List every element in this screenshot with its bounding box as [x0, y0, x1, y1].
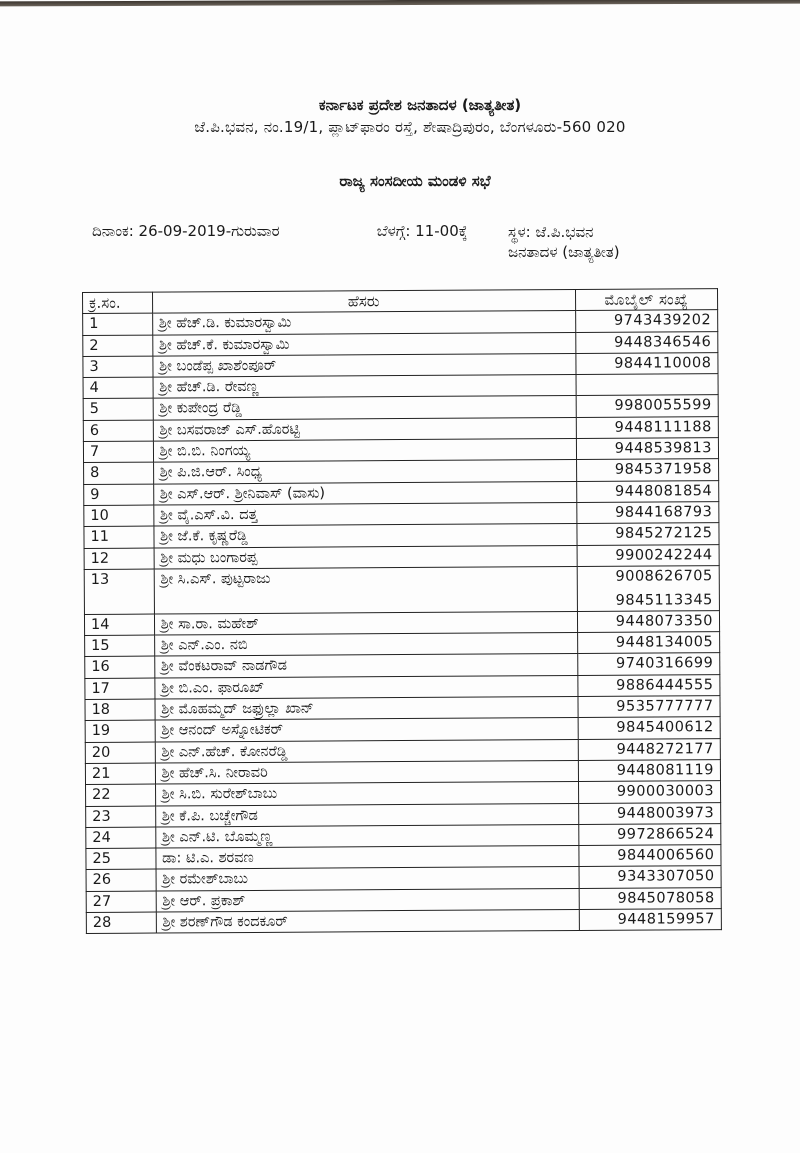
member-name: ಶ್ರೀ ಹೆಚ್.ಕೆ. ಕುಮಾರಸ್ವಾಮಿ	[152, 332, 575, 356]
serial-number: 17	[85, 678, 155, 700]
column-header-mobile: ಮೊಬೈಲ್ ಸಂಖ್ಯೆ	[575, 289, 717, 311]
column-header-serial: ಕ್ರ.ಸಂ.	[83, 292, 153, 314]
serial-number: 28	[86, 912, 156, 934]
member-name: ಶ್ರೀ ಜೆ.ಕೆ. ಕೃಷ್ಣರೆಡ್ಡಿ	[154, 524, 577, 548]
members-table	[82, 288, 722, 934]
serial-number: 12	[84, 548, 154, 570]
member-name: ಶ್ರೀ ಮೊಹಮ್ಮದ್ ಜಫ್ರುಲ್ಲಾ ಖಾನ್	[155, 697, 578, 721]
table-row	[84, 565, 719, 614]
member-name: ಶ್ರೀ ಬಿ.ಬಿ. ನಿಂಗಯ್ಯ	[153, 439, 576, 463]
mobile-number: 9448346546	[614, 333, 712, 351]
member-name: ಡಾ: ಟಿ.ಎ. ಶರವಣ	[156, 846, 579, 870]
member-name: ಶ್ರೀ ಎಸ್.ಆರ್. ಶ್ರೀನಿವಾಸ್ (ವಾಸು)	[153, 481, 576, 505]
meeting-date: ದಿನಾಂಕ: 26-09-2019-ಗುರುವಾರ	[92, 222, 280, 240]
member-name: ಶ್ರೀ ಕೆ.ಪಿ. ಬಚ್ಚೇಗೌಡ	[155, 803, 578, 827]
mobile-number-cell	[577, 523, 719, 545]
serial-number: 10	[84, 505, 154, 527]
mobile-number-cell	[577, 632, 719, 654]
mobile-number-cell	[575, 310, 717, 332]
mobile-number: 9448081854	[614, 482, 713, 500]
serial-number: 15	[85, 635, 155, 657]
serial-number: 6	[83, 420, 153, 442]
mobile-number-cell	[578, 738, 720, 760]
mobile-number: 9535777777	[616, 698, 714, 715]
serial-number: 18	[85, 699, 155, 721]
serial-number: 2	[83, 335, 153, 357]
mobile-number-cell	[576, 374, 718, 396]
mobile-number-cell	[575, 331, 717, 353]
member-name: ಶ್ರೀ ಬಂಡೆಪ್ಪ ಖಾಶೆಂಪೂರ್	[153, 353, 576, 377]
mobile-number: 9886444555	[616, 676, 714, 694]
mobile-number-cell	[576, 502, 718, 524]
mobile-number	[582, 374, 711, 375]
mobile-number: 9448539813	[614, 440, 713, 457]
mobile-number-cell	[576, 459, 718, 481]
serial-number: 4	[83, 377, 153, 399]
mobile-number: 9343307050	[617, 868, 715, 886]
meeting-info	[92, 222, 507, 240]
member-name: ಶ್ರೀ ಹೆಚ್.ಡಿ. ಕುಮಾರಸ್ವಾಮಿ	[152, 311, 575, 335]
serial-number: 26	[86, 869, 156, 891]
member-name: ಶ್ರೀ ಸಾ.ರಾ. ಮಹೇಶ್	[154, 611, 577, 635]
member-name: ಶ್ರೀ ಸಿ.ಬಿ. ಸುರೇಶ್‌ಬಾಬು	[155, 782, 578, 806]
table-row	[86, 909, 721, 934]
mobile-number-cell	[578, 717, 720, 739]
mobile-number: 9845272125	[615, 525, 713, 543]
member-name: ಶ್ರೀ ಬಿ.ಎಂ. ಫಾರೂಖ್	[155, 675, 578, 699]
meeting-time: ಬೆಳಗ್ಗೆ: 11-00ಕ್ಕೆ	[376, 222, 468, 240]
member-name: ಶ್ರೀ ವೈ.ಎಸ್.ವಿ. ದತ್ತ	[153, 502, 576, 526]
serial-number: 23	[86, 806, 156, 828]
venue-line-1: ಸ್ಥಳ: ಜೆ.ಪಿ.ಭವನ	[508, 223, 594, 241]
serial-number: 16	[85, 657, 155, 679]
member-name: ಶ್ರೀ ರಮೇಶ್‌ಬಾಬು	[156, 867, 579, 891]
member-name: ಶ್ರೀ ಹೆಚ್.ಡಿ. ರೇವಣ್ಣ	[153, 375, 576, 399]
mobile-number: 9845371958	[614, 461, 713, 479]
meeting-title: ರಾಜ್ಯ ಸಂಸದೀಯ ಮಂಡಳಿ ಸಭೆ	[339, 172, 491, 190]
serial-number: 3	[83, 356, 153, 378]
mobile-number: 9980055599	[614, 397, 712, 415]
mobile-number-cell	[576, 438, 718, 460]
mobile-number: 9743439202	[613, 312, 712, 330]
mobile-number-cell	[578, 823, 720, 845]
column-header-name: ಹೆಸರು	[152, 289, 575, 313]
mobile-number: 9845078058	[617, 889, 715, 907]
member-name: ಶ್ರೀ ಎನ್.ಎಂ. ನಬಿ	[154, 633, 577, 657]
serial-number: 19	[85, 720, 155, 742]
mobile-number: 9448081119	[616, 762, 714, 779]
mobile-number: 9844006560	[617, 847, 715, 864]
paper-top-edge	[0, 0, 800, 6]
mobile-number: 9008626705	[615, 568, 713, 585]
mobile-number: 9448003973	[616, 804, 715, 822]
mobile-number-cell	[579, 845, 721, 867]
mobile-number-cell	[577, 544, 719, 566]
mobile-number-cell	[578, 781, 720, 803]
mobile-number-cell	[577, 565, 720, 611]
mobile-number: 9448134005	[615, 634, 714, 651]
serial-number: 24	[86, 827, 156, 849]
mobile-number: 9844110008	[614, 355, 712, 372]
mobile-number-cell	[576, 353, 718, 375]
mobile-number-cell	[578, 696, 720, 718]
mobile-number: 9972866524	[617, 825, 715, 843]
table-body	[83, 310, 722, 934]
mobile-number-cell	[576, 480, 718, 502]
member-name: ಶ್ರೀ ಮಧು ಬಂಗಾರಪ್ಪ	[154, 545, 577, 569]
serial-number: 1	[83, 313, 153, 335]
serial-number: 13	[84, 569, 154, 614]
mobile-number-cell	[577, 653, 719, 675]
meeting-venue	[508, 222, 620, 262]
mobile-number-cell	[576, 416, 718, 438]
mobile-number-cell	[579, 887, 721, 909]
mobile-number-cell	[577, 610, 719, 632]
member-name: ಶ್ರೀ ಕುಪೇಂದ್ರ ರೆಡ್ಡಿ	[153, 396, 576, 420]
member-name: ಶ್ರೀ ಆನಂದ್ ಅಸ್ನೋಟಿಕರ್	[155, 718, 578, 742]
serial-number: 14	[84, 614, 154, 636]
venue-line-2: ಜನತಾದಳ (ಜಾತ್ಯತೀತ)	[508, 243, 620, 261]
mobile-number: 9900030003	[616, 783, 715, 800]
serial-number: 7	[83, 441, 153, 463]
serial-number: 22	[86, 784, 156, 806]
mobile-number: 9448111188	[614, 418, 712, 436]
member-name: ಶ್ರೀ ಸಿ.ಎಸ್. ಪುಟ್ಟರಾಜು	[154, 566, 577, 614]
organization-address: ಜೆ.ಪಿ.ಭವನ, ನಂ.19/1, ಪ್ಲಾಟ್‌ಫಾರಂ ರಸ್ತೆ, ಶೇಷಾದ್ರಿಪುರಂ, ಬೆಂಗಳೂರು-560 020	[194, 118, 626, 136]
serial-number: 21	[85, 763, 155, 785]
serial-number: 11	[84, 526, 154, 548]
mobile-number: 9845400612	[616, 719, 714, 737]
serial-number: 9	[84, 484, 154, 506]
mobile-number: 9844168793	[615, 504, 713, 521]
serial-number: 25	[86, 848, 156, 870]
member-name: ಶ್ರೀ ಶರಣ್‌ಗೌಡ ಕಂದಕೂರ್	[156, 909, 579, 933]
serial-number: 20	[85, 742, 155, 764]
member-name: ಶ್ರೀ ಎನ್.ಟಿ. ಬೊಮ್ಮಣ್ಣ	[155, 824, 578, 848]
mobile-number-cell	[578, 802, 720, 824]
mobile-number-cell	[579, 909, 721, 931]
member-name: ಶ್ರೀ ವೆಂಕಟರಾವ್ ನಾಡಗೌಡ	[154, 654, 577, 678]
serial-number: 27	[86, 891, 156, 913]
mobile-number: 9448073350	[615, 613, 714, 630]
mobile-number: 9900242244	[615, 546, 713, 564]
mobile-number: 9448272177	[616, 740, 714, 758]
mobile-number: 9740316699	[615, 655, 714, 673]
mobile-number: 9845113345	[615, 592, 713, 609]
mobile-number: 9448159957	[617, 911, 715, 928]
member-name: ಶ್ರೀ ಎನ್.ಹೆಚ್. ಕೋನರೆಡ್ಡಿ	[155, 739, 578, 763]
mobile-number-cell	[579, 866, 721, 888]
mobile-number-cell	[577, 674, 719, 696]
mobile-number-cell	[576, 395, 718, 417]
member-name: ಶ್ರೀ ಹೆಚ್.ಸಿ. ನೀರಾವರಿ	[155, 760, 578, 784]
organization-name: ಕರ್ನಾಟಕ ಪ್ರದೇಶ ಜನತಾದಳ (ಜಾತ್ಯತೀತ)	[318, 96, 522, 114]
member-name: ಶ್ರೀ ಬಸವರಾಜ್ ಎಸ್.ಹೊರಟ್ಟಿ	[153, 417, 576, 441]
member-name: ಶ್ರೀ ಪಿ.ಜಿ.ಆರ್. ಸಿಂಧ್ಯ	[153, 460, 576, 484]
letterhead	[0, 96, 800, 136]
mobile-number-cell	[578, 760, 720, 782]
member-name: ಶ್ರೀ ಆರ್. ಪ್ರಕಾಶ್	[156, 888, 579, 912]
serial-number: 5	[83, 399, 153, 421]
serial-number: 8	[84, 462, 154, 484]
